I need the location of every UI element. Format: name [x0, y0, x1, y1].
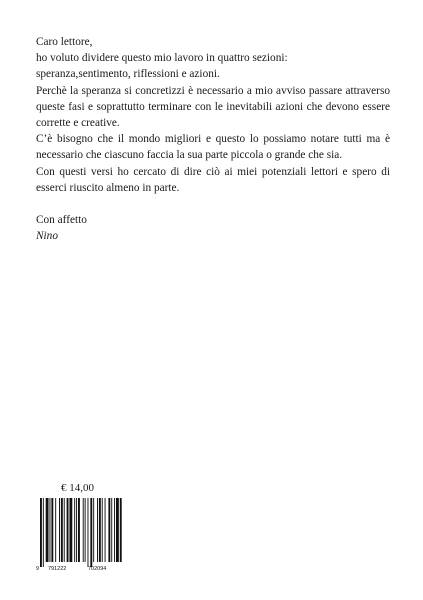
barcode-bar: [61, 498, 63, 562]
barcode-bar: [97, 498, 98, 562]
barcode-bar: [67, 498, 69, 562]
barcode-bar: [90, 498, 92, 567]
barcode-left-group: 791222: [48, 566, 67, 572]
barcode-bar: [120, 498, 122, 562]
barcode-bar: [40, 498, 42, 567]
barcode-bar: [105, 498, 106, 562]
letter-body: [36, 34, 390, 244]
barcode-bar: [64, 498, 65, 562]
spacer: [36, 196, 390, 212]
letter-closing: Con affetto: [36, 214, 87, 227]
barcode-bar: [46, 498, 49, 562]
letter-paragraph-2: Perchè la speranza si concretizzi è necessario a mio avviso passare attraverso queste fasi e soprattutto terminare con le inevitabili azioni che devono essere corrette e creative.: [36, 84, 390, 130]
barcode-bar: [76, 498, 77, 562]
barcode-bar: [51, 498, 53, 562]
barcode-bar: [111, 498, 112, 562]
barcode-lead-digit: 9: [36, 566, 40, 572]
barcode-bar: [55, 498, 56, 562]
barcode-bar: [74, 498, 75, 562]
barcode-bar: [83, 498, 84, 562]
barcode-bar: [99, 498, 101, 562]
barcode-bar: [108, 498, 110, 562]
barcode-bar: [78, 498, 80, 562]
letter-paragraph-3: C’è bisogno che il mondo migliori e questo lo possiamo notare tutti ma è necessario che ciascuno faccia la sua parte piccola o grande che sia.: [36, 133, 390, 162]
letter-paragraph-4: Con questi versi ho cercato di dire ciò ai miei potenziali lettori e spero di esserci riuscito almeno in parte.: [36, 165, 390, 194]
barcode-icon: [36, 498, 124, 570]
letter-signature: Nino: [36, 230, 58, 243]
letter-line-1: ho voluto dividere questo mio lavoro in quattro sezioni:: [36, 52, 288, 65]
letter-line-2: speranza,sentimento, riflessioni e azioni.: [36, 68, 220, 81]
barcode-right-group: 702094: [88, 566, 107, 572]
letter-greeting: Caro lettore,: [36, 36, 93, 48]
barcode-bar: [88, 498, 89, 567]
barcode-bar: [85, 498, 86, 562]
barcode-bar: [116, 498, 119, 562]
barcode-bar: [93, 498, 94, 562]
barcode-bar: [114, 498, 115, 562]
barcode-bar: [43, 498, 44, 567]
barcode-bar: [50, 498, 51, 562]
barcode-bar: [69, 498, 72, 562]
price-label: € 14,00: [61, 482, 94, 494]
barcode-bar: [59, 498, 60, 562]
barcode-bar: [102, 498, 103, 562]
